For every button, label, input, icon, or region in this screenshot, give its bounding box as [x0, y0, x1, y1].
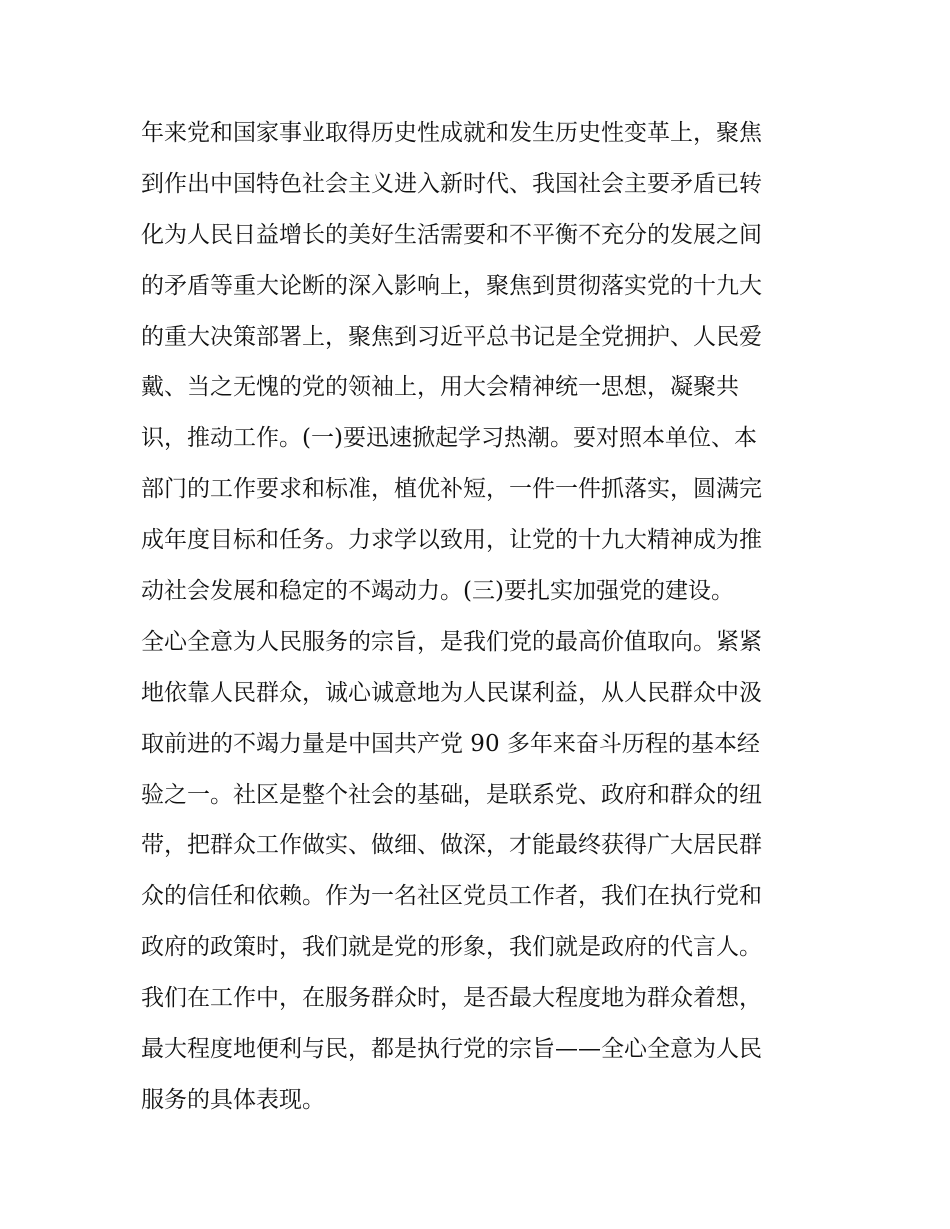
text-line: 最大程度地便利与民，都是执行党的宗旨——全心全意为人民 — [141, 1036, 762, 1063]
text-line: 地依靠人民群众，诚心诚意地为人民谋利益，从人民群众中汲 — [141, 679, 762, 706]
text-line: 政府的政策时，我们就是党的形象，我们就是政府的代言人。 — [141, 934, 762, 961]
text-line: 成年度目标和任务。力求学以致用，让党的十九大精神成为推 — [141, 527, 762, 554]
text-line: 带，把群众工作做实、做细、做深，才能最终获得广大居民群 — [141, 832, 762, 859]
text-line: 取前进的不竭力量是中国共产党 90 多年来奋斗历程的基本经 — [141, 730, 760, 757]
text-line: 的重大决策部署上，聚焦到习近平总书记是全党拥护、人民爱 — [141, 323, 762, 350]
text-line: 戴、当之无愧的党的领袖上，用大会精神统一思想，凝聚共 — [141, 374, 739, 401]
text-line: 全心全意为人民服务的宗旨，是我们党的最高价值取向。紧紧 — [141, 628, 762, 655]
text-line: 识，推动工作。(一)要迅速掀起学习热潮。要对照本单位、本 — [141, 425, 757, 452]
text-line: 化为人民日益增长的美好生活需要和不平衡不充分的发展之间 — [141, 221, 762, 248]
body-text — [141, 108, 831, 1126]
text-line: 众的信任和依赖。作为一名社区党员工作者，我们在执行党和 — [141, 883, 762, 910]
text-line: 验之一。社区是整个社会的基础，是联系党、政府和群众的纽 — [141, 781, 762, 808]
text-line: 年来党和国家事业取得历史性成就和发生历史性变革上，聚焦 — [141, 120, 762, 146]
text-line: 我们在工作中，在服务群众时，是否最大程度地为群众着想， — [141, 985, 762, 1012]
text-line: 部门的工作要求和标准，植优补短，一件一件抓落实，圆满完 — [141, 476, 762, 503]
text-line: 服务的具体表现。 — [141, 1086, 325, 1113]
text-line: 到作出中国特色社会主义进入新时代、我国社会主要矛盾已转 — [141, 170, 762, 197]
text-line: 的矛盾等重大论断的深入影响上，聚焦到贯彻落实党的十九大 — [141, 272, 762, 299]
text-line: 动社会发展和稳定的不竭动力。(三)要扎实加强党的建设。 — [141, 578, 734, 605]
